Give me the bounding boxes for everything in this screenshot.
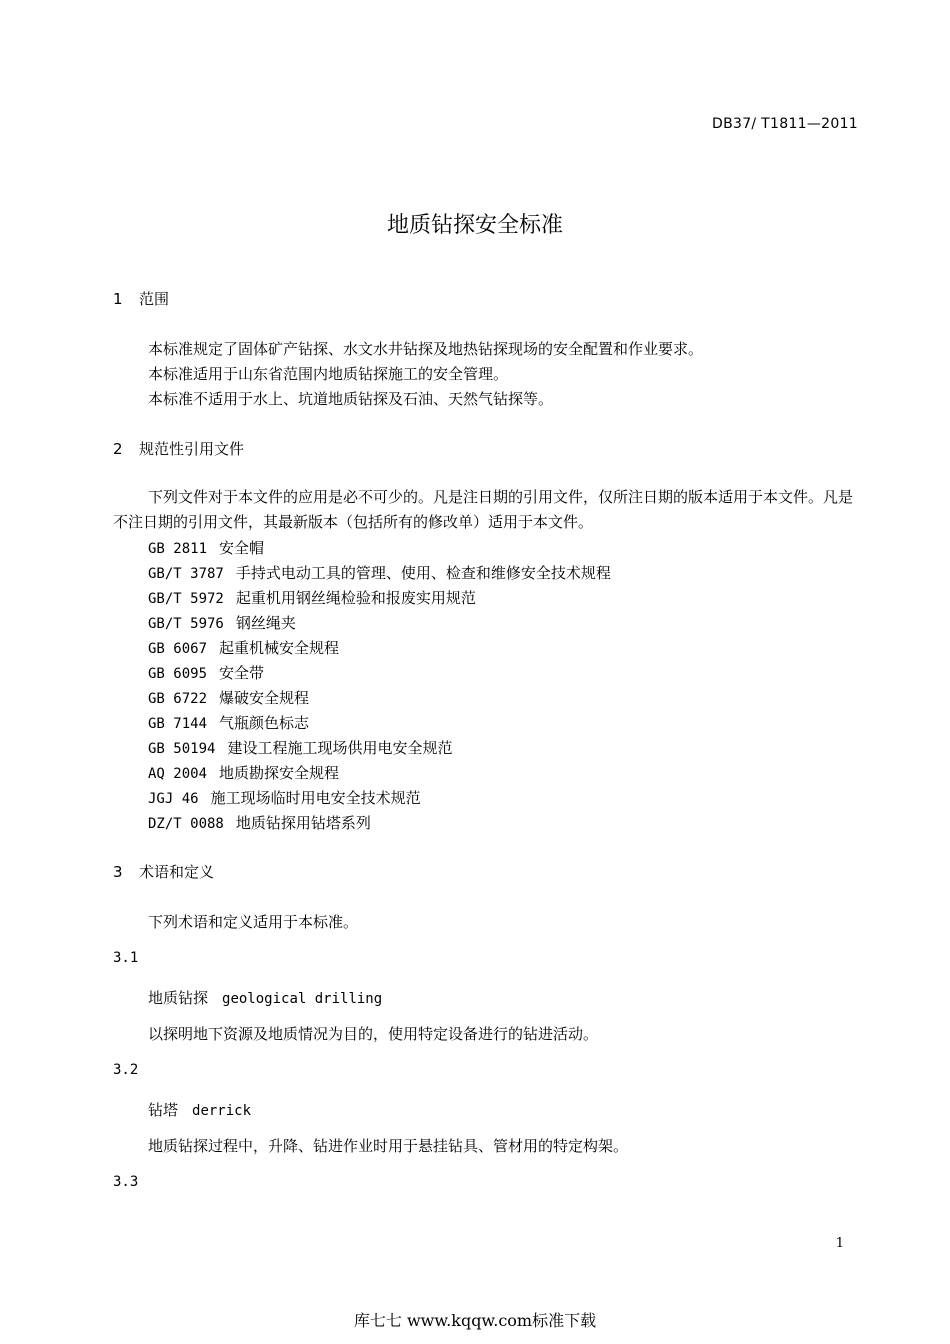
- term-heading: [148, 987, 382, 1008]
- term-definition: 以探明地下资源及地质情况为目的，使用特定设备进行的钻进活动。: [148, 1025, 599, 1043]
- term-heading: [148, 1099, 251, 1120]
- reference-name: 手持式电动工具的管理、使用、检查和维修安全技术规程: [235, 564, 611, 582]
- reference-code: DZ/T 0088: [148, 816, 224, 832]
- reference-name: 气瓶颜色标志: [219, 714, 310, 732]
- reference-code: GB 2811: [148, 541, 208, 557]
- reference-item: [148, 612, 296, 633]
- reference-item: [148, 812, 371, 833]
- scope-paragraph: 本标准不适用于水上、坑道地质钻探及石油、天然气钻探等。: [148, 390, 554, 408]
- section-title: 术语和定义: [139, 863, 215, 881]
- document-title: 地质钻探安全标准: [386, 213, 563, 238]
- section-number: 1: [113, 290, 123, 308]
- reference-code: GB/T 5972: [148, 591, 224, 607]
- section-number: 2: [113, 440, 123, 458]
- section-heading-scope: [113, 288, 169, 309]
- reference-name: 安全帽: [219, 539, 265, 557]
- term-english: derrick: [192, 1103, 252, 1119]
- reference-item: [148, 712, 309, 733]
- section-number: 3: [113, 863, 123, 881]
- reference-item: [148, 562, 611, 583]
- reference-code: GB 50194: [148, 741, 216, 757]
- reference-code: GB/T 5976: [148, 616, 224, 632]
- reference-item: [148, 737, 452, 758]
- reference-name: 地质钻探用钻塔系列: [235, 814, 371, 832]
- term-number: 3.3: [113, 1174, 139, 1190]
- term-chinese: 钻塔: [148, 1101, 179, 1119]
- reference-item: [148, 662, 264, 683]
- reference-name: 建设工程施工现场供用电安全规范: [227, 739, 453, 757]
- reference-name: 起重机械安全规程: [219, 639, 340, 657]
- reference-name: 安全带: [219, 664, 265, 682]
- term-chinese: 地质钻探: [148, 989, 209, 1007]
- references-intro: 下列文件对于本文件的应用是必不可少的。凡是注日期的引用文件，仅所注日期的版本适用于本文件。凡是不注日期的引用文件，其最新版本（包括所有的修改单）适用于本文件。: [113, 488, 854, 531]
- reference-name: 施工现场临时用电安全技术规范: [210, 789, 421, 807]
- reference-code: GB 7144: [148, 716, 208, 732]
- scope-paragraph: 本标准规定了固体矿产钻探、水文水井钻探及地热钻探现场的安全配置和作业要求。: [148, 340, 704, 358]
- standard-code: DB37/ T1811—2011: [712, 116, 858, 132]
- reference-item: [148, 587, 476, 608]
- reference-code: GB 6095: [148, 666, 208, 682]
- terms-intro: 下列术语和定义适用于本标准。: [148, 913, 359, 931]
- reference-item: [148, 537, 264, 558]
- reference-name: 起重机用钢丝绳检验和报废实用规范: [235, 589, 476, 607]
- section-heading-references: [113, 438, 244, 459]
- reference-code: JGJ 46: [148, 791, 199, 807]
- reference-code: GB 6722: [148, 691, 208, 707]
- footer-watermark: 库七七 www.kqqw.com标准下载: [353, 1311, 597, 1330]
- reference-code: GB 6067: [148, 641, 208, 657]
- reference-code: AQ 2004: [148, 766, 208, 782]
- reference-item: [148, 787, 421, 808]
- reference-name: 地质勘探安全规程: [219, 764, 340, 782]
- section-title: 规范性引用文件: [139, 440, 245, 458]
- section-title: 范围: [139, 290, 170, 308]
- term-english: geological drilling: [222, 991, 383, 1007]
- section-heading-terms: [113, 861, 214, 882]
- page-number: 1: [835, 1236, 844, 1251]
- reference-item: [148, 637, 339, 658]
- scope-paragraph: 本标准适用于山东省范围内地质钻探施工的安全管理。: [148, 365, 509, 383]
- reference-name: 爆破安全规程: [219, 689, 310, 707]
- reference-item: [148, 762, 339, 783]
- reference-item: [148, 687, 309, 708]
- term-number: 3.2: [113, 1062, 139, 1078]
- reference-name: 钢丝绳夹: [235, 614, 296, 632]
- term-number: 3.1: [113, 950, 139, 966]
- term-definition: 地质钻探过程中，升降、钻进作业时用于悬挂钻具、管材用的特定构架。: [148, 1137, 629, 1155]
- reference-code: GB/T 3787: [148, 566, 224, 582]
